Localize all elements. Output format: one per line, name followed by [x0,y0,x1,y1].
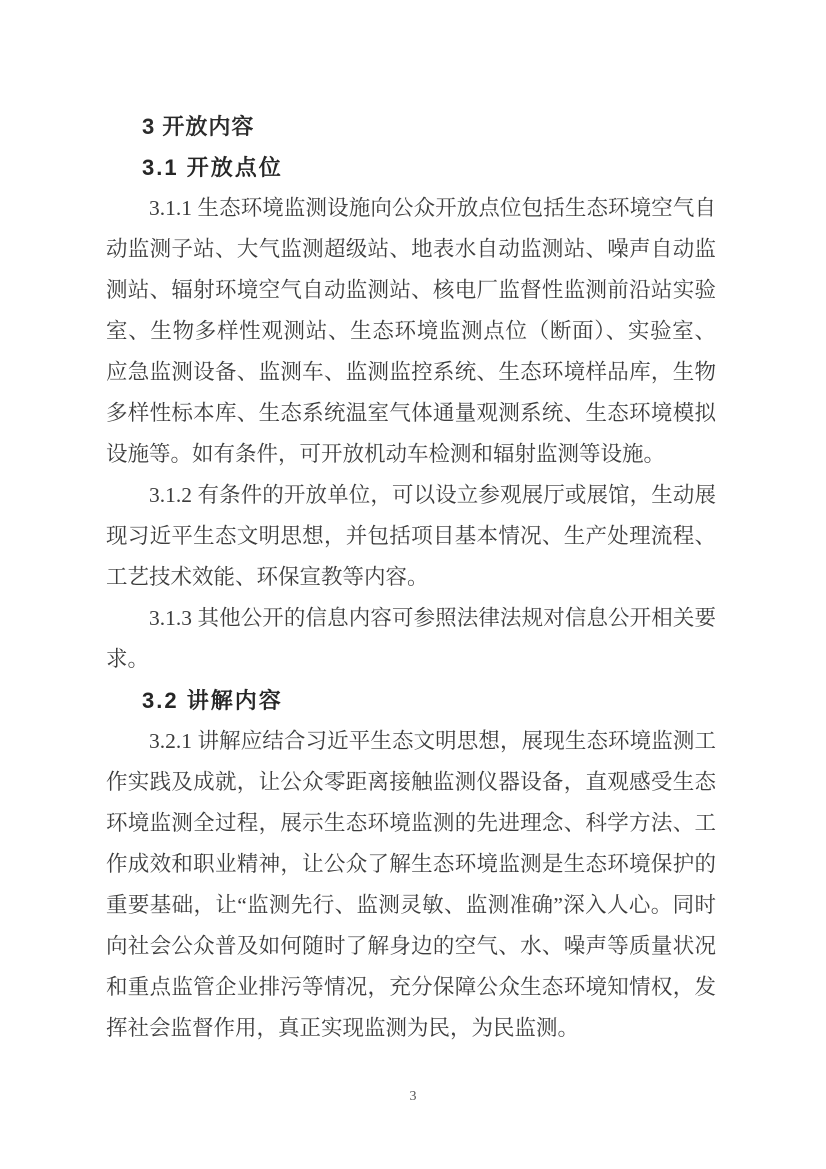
page-number: 3 [409,1089,417,1104]
section-3-1-heading: 3.1 开放点位 [142,155,283,180]
section-3-heading: 3 开放内容 [142,114,255,139]
paragraph-3-2-1: 3.2.1 讲解应结合习近平生态文明思想，展现生态环境监测工作实践及成就，让公众零距离接触监测仪器设备，直观感受生态环境监测全过程，展示生态环境监测的先进理念、科学方法、工作成效和职业精神，让公众了解生态环境监测是生态环境保护的重要基础，让“监测先行、监测灵敏、监测准确”深入人心。同时向社会公众普及如何随时了解身边的空气、水、噪声等质量状况和重点监管企业排污等情况，充分保障公众生态环境知情权，发挥社会监督作用，真正实现监测为民，为民监测。 [106,729,716,1040]
paragraph-3-1-3: 3.1.3 其他公开的信息内容可参照法律法规对信息公开相关要求。 [106,606,716,671]
section-3-2-heading: 3.2 讲解内容 [142,688,283,713]
paragraph-3-1-1: 3.1.1 生态环境监测设施向公众开放点位包括生态环境空气自动监测子站、大气监测超级站、地表水自动监测站、噪声自动监测站、辐射环境空气自动监测站、核电厂监督性监测前沿站实验室、生物多样性观测站、生态环境监测点位（断面）、实验室、应急监测设备、监测车、监测监控系统、生态环境样品库，生物多样性标本库、生态系统温室气体通量观测系统、生态环境模拟设施等。如有条件，可开放机动车检测和辐射监测等设施。 [106,196,716,466]
document-content [106,106,716,1049]
paragraph-3-1-2: 3.1.2 有条件的开放单位，可以设立参观展厅或展馆，生动展现习近平生态文明思想，并包括项目基本情况、生产处理流程、工艺技术效能、环保宣教等内容。 [106,483,716,589]
